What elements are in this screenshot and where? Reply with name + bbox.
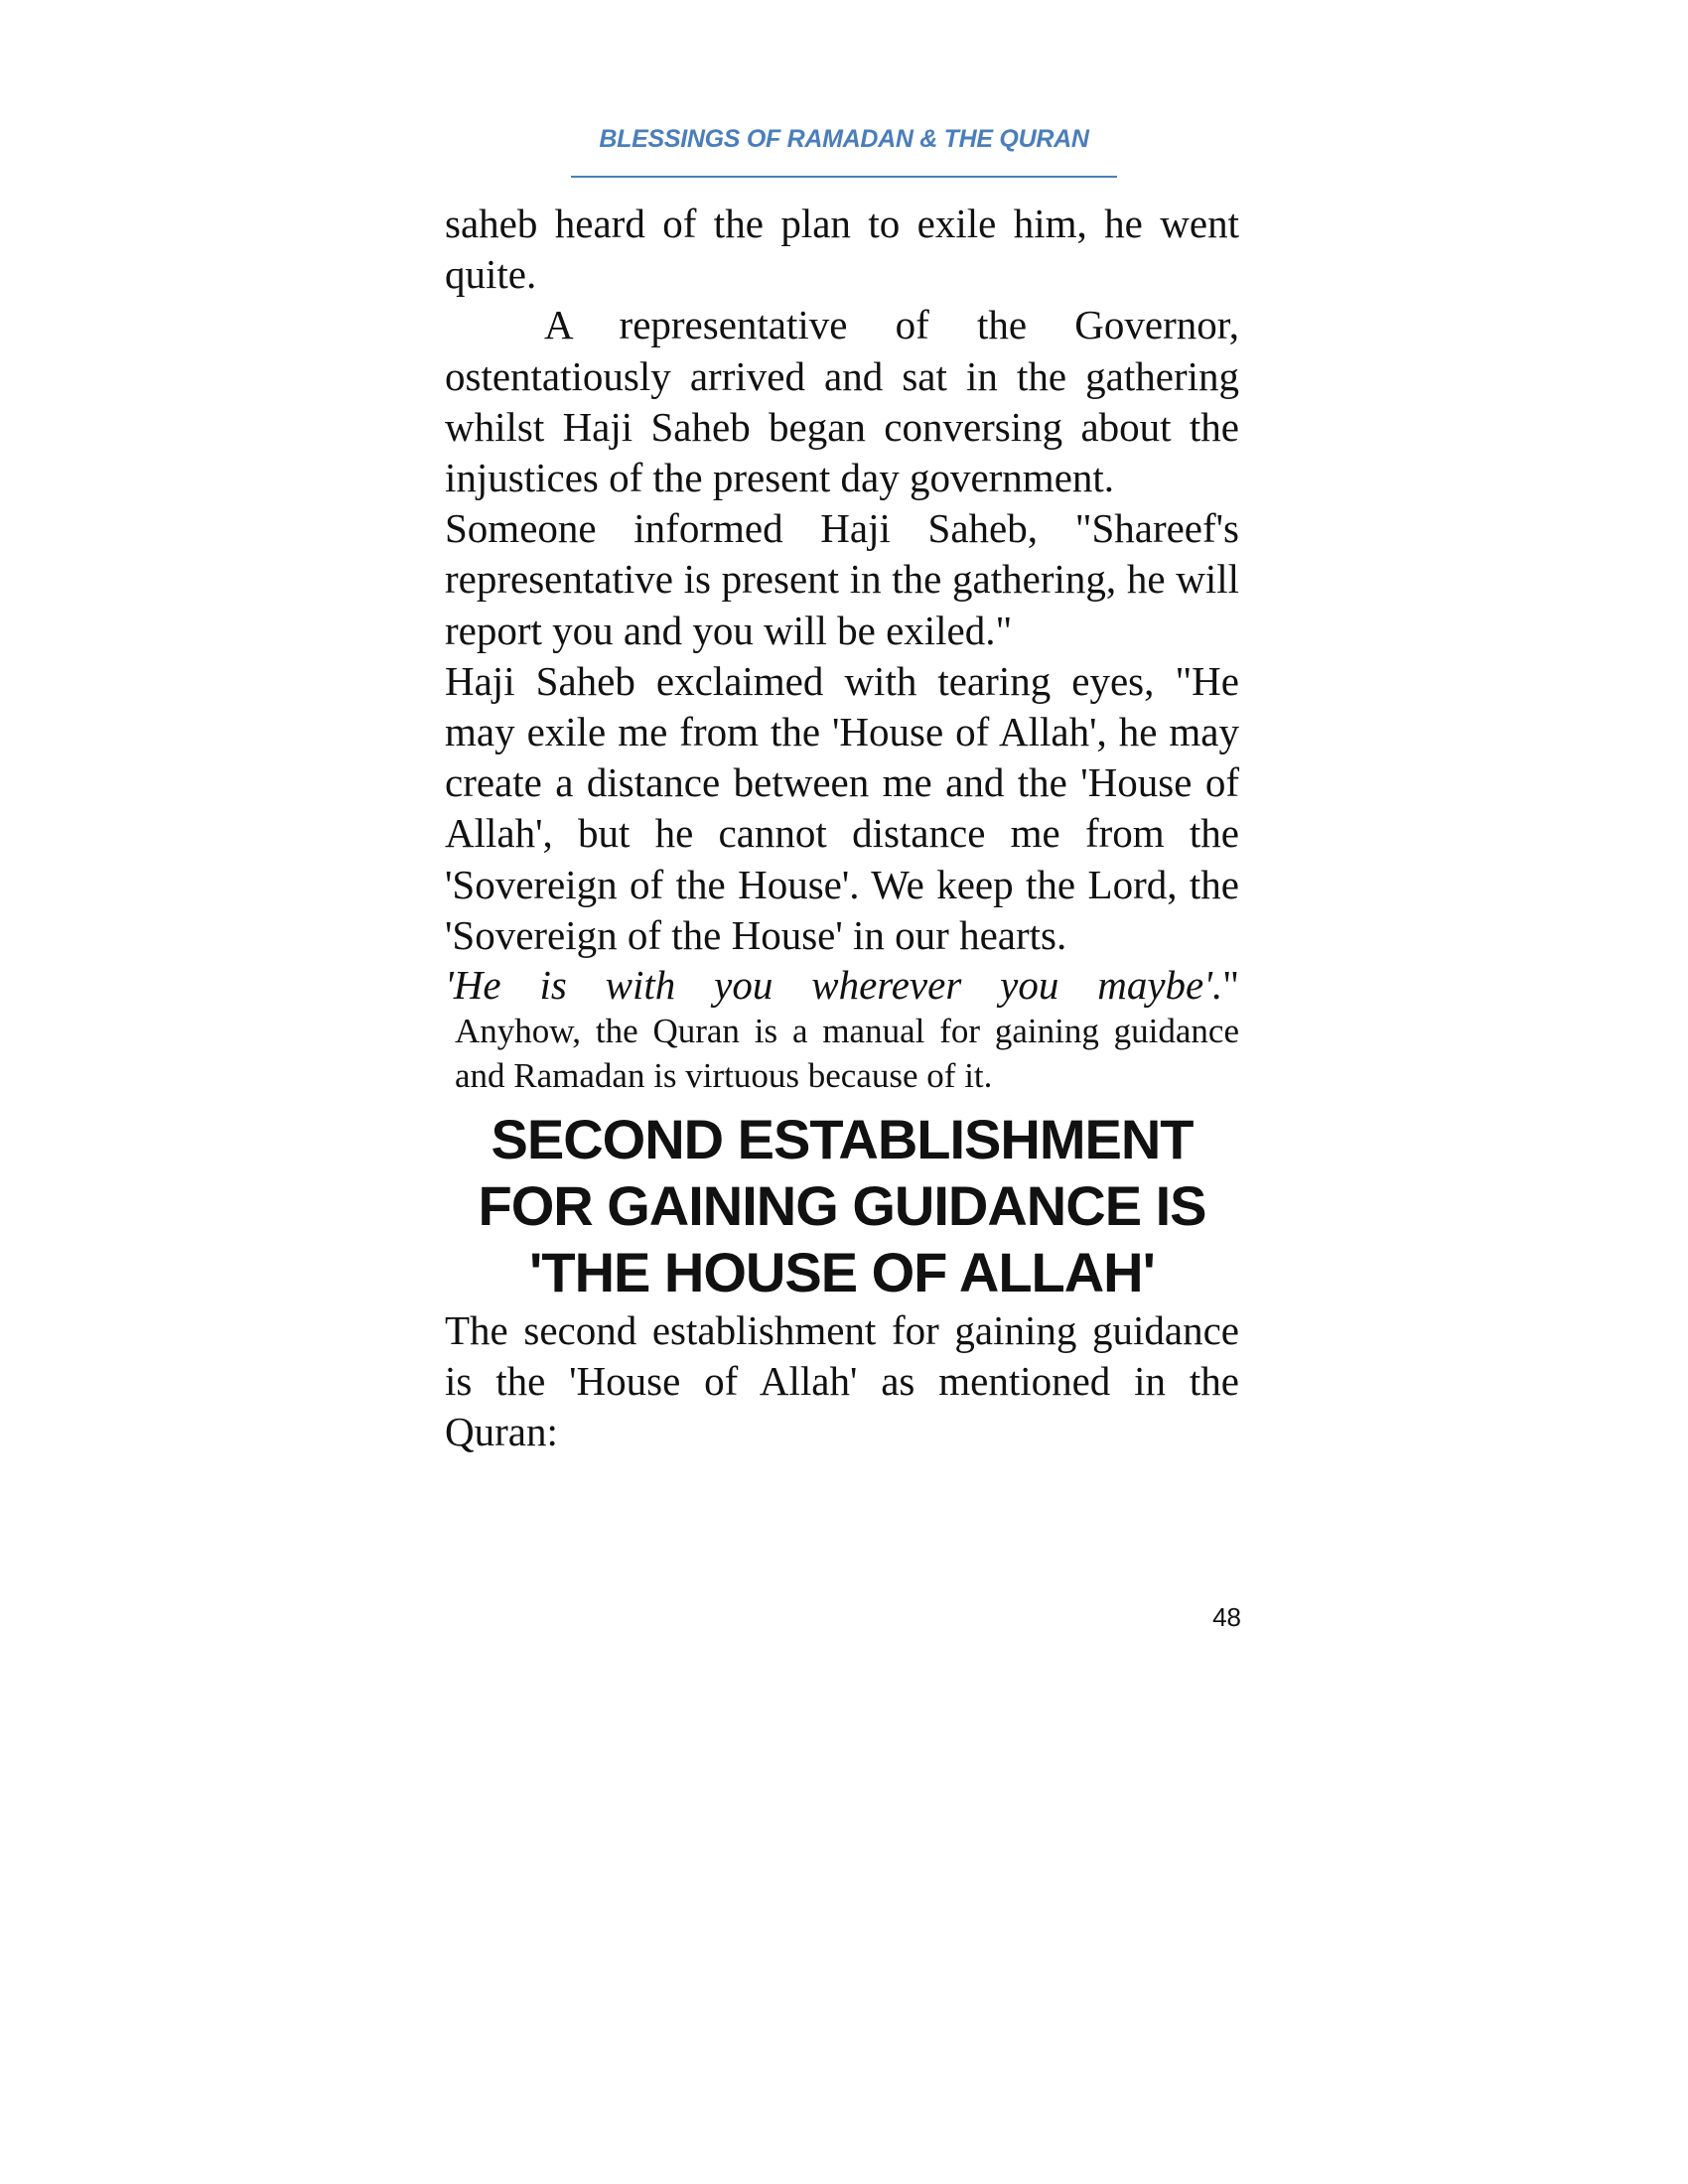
paragraph-someone-informed: Someone informed Haji Saheb, "Shareef's representative is present in the gathering, he will report you and you will be exiled." xyxy=(445,505,1239,653)
page-body xyxy=(445,199,1239,1458)
closing-quote: " xyxy=(1222,962,1239,1009)
section-heading-line-1: SECOND ESTABLISHMENT xyxy=(491,1108,1194,1171)
paragraph-second-establishment: The second establishment for gaining guidance is the 'House of Allah' as mentioned in the Quran: xyxy=(445,1307,1239,1455)
running-header-title: BLESSINGS OF RAMADAN & THE QURAN xyxy=(599,125,1089,153)
header-divider xyxy=(571,176,1117,178)
quran-verse-text: 'He is with you wherever you maybe'. xyxy=(445,962,1223,1009)
section-heading-line-3: 'THE HOUSE OF ALLAH' xyxy=(529,1241,1155,1304)
paragraph-quran-manual: Anyhow, the Quran is a manual for gaining guidance and Ramadan is virtuous because of it. xyxy=(455,1012,1239,1096)
paragraph-governor-representative: A representative of the Governor, ostentatiously arrived and sat in the gathering whilst Haji Saheb began conversing about the injustices of the present day government. xyxy=(445,302,1239,501)
paragraph-haji-saheb-exclaimed: Haji Saheb exclaimed with tearing eyes, "He may exile me from the 'House of Allah', he may create a distance between me and the 'House of Allah', but he cannot distance me from the 'Sovereign of the House'. We keep the Lord, the 'Sovereign of the House' in our hearts. xyxy=(445,657,1239,958)
paragraph-exile-plan: saheb heard of the plan to exile him, he went quite. xyxy=(445,201,1239,298)
section-heading xyxy=(445,1098,1239,1305)
quran-verse-line xyxy=(445,961,1239,1009)
section-heading-line-2: FOR GAINING GUIDANCE IS xyxy=(478,1174,1206,1238)
page-number: 48 xyxy=(1212,1602,1241,1632)
